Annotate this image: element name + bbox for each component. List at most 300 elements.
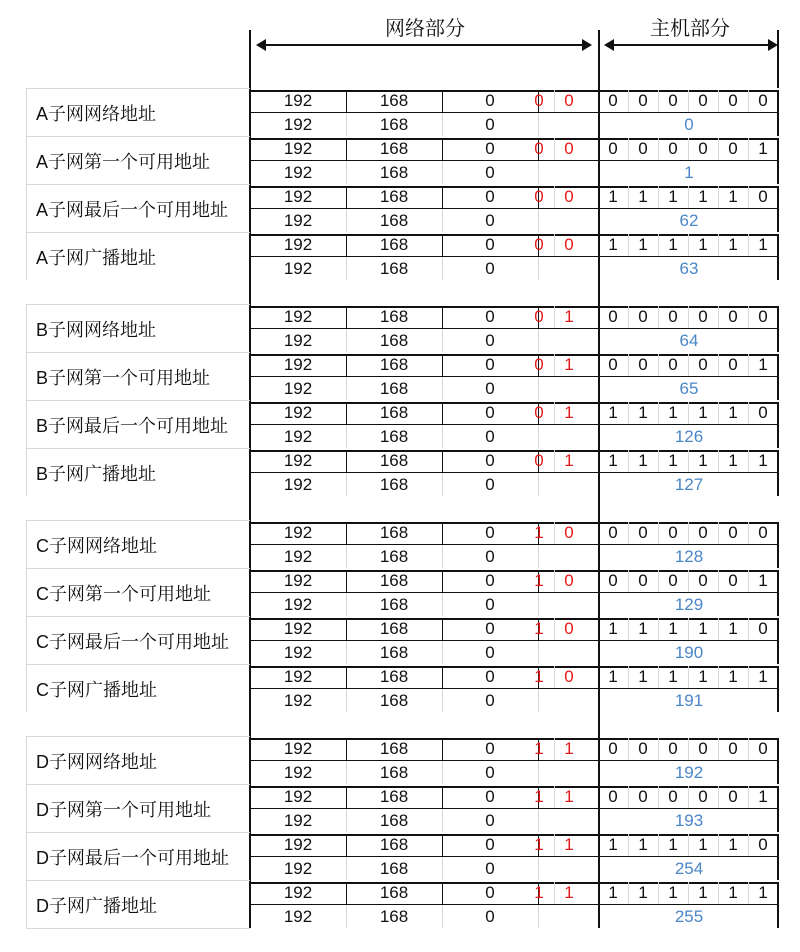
host-decimal-value: 254 (674, 859, 704, 878)
label-frame (26, 448, 27, 496)
bit-divider (748, 234, 749, 256)
bit-divider (554, 402, 555, 424)
octet-value: 168 (379, 403, 409, 422)
bit-divider (628, 618, 629, 640)
host-bit: 1 (728, 835, 738, 854)
octet-value: 168 (379, 211, 409, 230)
host-bit: 0 (698, 91, 708, 110)
host-bit: 0 (668, 571, 678, 590)
host-bit: 0 (608, 355, 618, 374)
bit-divider (688, 618, 689, 640)
bit-divider (554, 666, 555, 688)
octet-value: 168 (379, 259, 409, 278)
row-label: A子网广播地址 (26, 232, 250, 280)
bit-divider (554, 522, 555, 544)
octet-value: 192 (283, 187, 313, 206)
host-bit: 0 (668, 523, 678, 542)
host-bit: 1 (668, 667, 678, 686)
bit-divider (628, 450, 629, 472)
subnet-bit: 0 (534, 91, 544, 110)
decimal-row (250, 425, 778, 449)
octet-value: 192 (283, 115, 313, 134)
host-bit: 0 (728, 91, 738, 110)
bit-divider (748, 882, 749, 904)
host-bit: 1 (608, 883, 618, 902)
octet-value: 192 (283, 403, 313, 422)
host-bit: 1 (638, 187, 648, 206)
bit-divider (748, 90, 749, 112)
host-bit: 0 (638, 571, 648, 590)
octet-value: 192 (283, 763, 313, 782)
host-bit: 0 (668, 787, 678, 806)
bit-divider (628, 90, 629, 112)
bit-divider (554, 618, 555, 640)
bit-divider (658, 138, 659, 160)
label-frame (26, 136, 27, 184)
octet-value: 0 (485, 883, 495, 902)
subnet-bit: 0 (564, 91, 574, 110)
host-decimal-value: 64 (679, 331, 699, 350)
bit-divider (658, 186, 659, 208)
host-bit: 0 (668, 139, 678, 158)
bit-divider (718, 618, 719, 640)
bit-divider (658, 786, 659, 808)
bit-divider (688, 522, 689, 544)
octet-value: 168 (379, 163, 409, 182)
octet-value: 0 (485, 547, 495, 566)
host-bit: 0 (728, 355, 738, 374)
subnet-bit: 1 (564, 739, 574, 758)
subnet-bit: 0 (534, 187, 544, 206)
bit-divider (718, 234, 719, 256)
host-bit: 1 (698, 235, 708, 254)
octet-value: 168 (379, 427, 409, 446)
row-label: B子网最后一个可用地址 (26, 400, 250, 448)
bit-divider (658, 738, 659, 760)
bit-divider (658, 666, 659, 688)
binary-row (250, 305, 778, 329)
bit-divider (718, 570, 719, 592)
bit-divider (628, 522, 629, 544)
bit-divider (718, 834, 719, 856)
bit-divider (688, 354, 689, 376)
octet-value: 0 (485, 835, 495, 854)
octet-value: 168 (379, 739, 409, 758)
decimal-row (250, 161, 778, 185)
host-bit: 1 (668, 187, 678, 206)
octet-value: 0 (485, 355, 495, 374)
bit-divider (748, 402, 749, 424)
row-label: D子网广播地址 (26, 880, 250, 928)
bit-divider (688, 186, 689, 208)
bit-divider (554, 786, 555, 808)
host-bit: 1 (668, 619, 678, 638)
bit-divider (688, 786, 689, 808)
bit-divider (658, 354, 659, 376)
host-bit: 0 (698, 307, 708, 326)
host-bit: 0 (698, 139, 708, 158)
host-bit: 1 (668, 403, 678, 422)
host-bit: 1 (608, 235, 618, 254)
decimal-row (250, 545, 778, 569)
row-label: D子网网络地址 (26, 736, 250, 784)
octet-value: 168 (379, 91, 409, 110)
binary-row (250, 233, 778, 257)
label-frame (26, 664, 27, 712)
host-bit: 1 (608, 835, 618, 854)
bit-divider (688, 306, 689, 328)
octet-value: 168 (379, 643, 409, 662)
bit-divider (748, 522, 749, 544)
bit-divider (554, 186, 555, 208)
arrow-left-icon (256, 39, 266, 51)
bit-divider (554, 570, 555, 592)
host-bit: 0 (608, 307, 618, 326)
host-bit: 0 (638, 739, 648, 758)
bit-divider (658, 618, 659, 640)
decimal-row (250, 641, 778, 665)
octet-value: 168 (379, 115, 409, 134)
bit-divider (688, 834, 689, 856)
header-network-part: 网络部分 (385, 18, 465, 40)
host-bit: 0 (638, 91, 648, 110)
host-bit: 0 (698, 523, 708, 542)
octet-value: 192 (283, 835, 313, 854)
bit-divider (718, 522, 719, 544)
bit-divider (628, 570, 629, 592)
label-frame (26, 400, 27, 448)
host-decimal-value: 1 (684, 163, 694, 182)
subnet-bit: 1 (564, 835, 574, 854)
host-right-divider (777, 30, 779, 88)
row-label: A子网最后一个可用地址 (26, 184, 250, 232)
subnet-bit: 1 (564, 307, 574, 326)
octet-value: 168 (379, 859, 409, 878)
octet-value: 192 (283, 907, 313, 926)
subnet-bit: 0 (534, 355, 544, 374)
octet-value: 192 (283, 139, 313, 158)
row-label: C子网第一个可用地址 (26, 568, 250, 616)
octet-value: 168 (379, 235, 409, 254)
octet-value: 192 (283, 571, 313, 590)
octet-value: 168 (379, 619, 409, 638)
host-bit: 0 (728, 523, 738, 542)
row-label: B子网第一个可用地址 (26, 352, 250, 400)
host-decimal-value: 191 (674, 691, 704, 710)
octet-value: 0 (485, 139, 495, 158)
host-bit: 0 (698, 739, 708, 758)
row-label: C子网广播地址 (26, 664, 250, 712)
table-bottom-line (26, 928, 250, 929)
octet-value: 168 (379, 523, 409, 542)
octet-value: 0 (485, 115, 495, 134)
host-bit: 1 (728, 619, 738, 638)
octet-value: 0 (485, 763, 495, 782)
octet-value: 168 (379, 787, 409, 806)
subnet-bit: 0 (564, 187, 574, 206)
host-bit: 1 (758, 139, 768, 158)
octet-value: 168 (379, 451, 409, 470)
label-frame (26, 232, 27, 280)
host-decimal-value: 192 (674, 763, 704, 782)
bit-divider (748, 786, 749, 808)
octet-value: 0 (485, 667, 495, 686)
host-decimal-value: 129 (674, 595, 704, 614)
octet-value: 192 (283, 451, 313, 470)
subnet-bit: 1 (564, 355, 574, 374)
host-bit: 0 (758, 835, 768, 854)
bit-divider (718, 138, 719, 160)
host-bit: 0 (668, 355, 678, 374)
bit-divider (688, 450, 689, 472)
bit-divider (554, 738, 555, 760)
bit-divider (718, 738, 719, 760)
bit-divider (658, 90, 659, 112)
decimal-row (250, 593, 778, 617)
subnet-bit: 1 (534, 523, 544, 542)
bit-divider (628, 834, 629, 856)
subnet-bit: 1 (534, 619, 544, 638)
bit-divider (554, 834, 555, 856)
bit-divider (718, 186, 719, 208)
binary-row (250, 401, 778, 425)
host-bit: 0 (758, 307, 768, 326)
decimal-row (250, 257, 778, 281)
bit-divider (628, 138, 629, 160)
octet-value: 0 (485, 235, 495, 254)
octet-value: 192 (283, 595, 313, 614)
host-bit: 1 (758, 787, 768, 806)
binary-row (250, 569, 778, 593)
subnet-bit: 0 (534, 235, 544, 254)
host-bit: 0 (758, 523, 768, 542)
octet-value: 0 (485, 643, 495, 662)
octet-value: 168 (379, 187, 409, 206)
subnet-bit: 1 (564, 787, 574, 806)
bit-divider (554, 90, 555, 112)
octet-value: 192 (283, 307, 313, 326)
octet-value: 168 (379, 811, 409, 830)
subnet-bit: 1 (534, 787, 544, 806)
host-bit: 0 (728, 739, 738, 758)
host-bit: 0 (638, 139, 648, 158)
octet-value: 0 (485, 859, 495, 878)
arrow-left-icon (604, 39, 614, 51)
subnet-bit: 0 (534, 139, 544, 158)
octet-value: 192 (283, 379, 313, 398)
host-bit: 1 (698, 667, 708, 686)
host-bit: 1 (668, 451, 678, 470)
host-bit: 1 (668, 883, 678, 902)
binary-row (250, 137, 778, 161)
host-bit: 0 (668, 91, 678, 110)
binary-row (250, 185, 778, 209)
host-bit: 1 (728, 403, 738, 422)
octet-value: 0 (485, 475, 495, 494)
decimal-row (250, 113, 778, 137)
bit-divider (658, 882, 659, 904)
octet-value: 168 (379, 883, 409, 902)
octet-value: 168 (379, 595, 409, 614)
bit-divider (748, 354, 749, 376)
octet-value: 192 (283, 331, 313, 350)
bit-divider (748, 450, 749, 472)
host-bit: 0 (758, 739, 768, 758)
octet-value: 0 (485, 595, 495, 614)
octet-value: 192 (283, 235, 313, 254)
subnet-bit: 1 (564, 451, 574, 470)
octet-value: 192 (283, 475, 313, 494)
bit-divider (688, 882, 689, 904)
subnet-bit: 1 (564, 883, 574, 902)
octet-value: 168 (379, 139, 409, 158)
octet-value: 192 (283, 547, 313, 566)
row-label: A子网网络地址 (26, 88, 250, 136)
host-bit: 0 (608, 523, 618, 542)
binary-row (250, 737, 778, 761)
bit-divider (688, 90, 689, 112)
octet-value: 0 (485, 163, 495, 182)
octet-value: 0 (485, 523, 495, 542)
subnet-bit: 0 (534, 307, 544, 326)
bit-divider (628, 186, 629, 208)
bit-divider (554, 234, 555, 256)
octet-value: 168 (379, 331, 409, 350)
host-bit: 0 (728, 307, 738, 326)
bit-divider (628, 738, 629, 760)
decimal-row (250, 689, 778, 713)
decimal-row (250, 329, 778, 353)
host-bit: 0 (638, 787, 648, 806)
host-bit: 1 (698, 619, 708, 638)
subnet-bit: 0 (564, 667, 574, 686)
bit-divider (658, 450, 659, 472)
row-label: B子网网络地址 (26, 304, 250, 352)
label-frame (26, 832, 27, 880)
octet-value: 168 (379, 907, 409, 926)
host-bit: 1 (608, 451, 618, 470)
octet-value: 168 (379, 763, 409, 782)
subnet-bit: 0 (564, 523, 574, 542)
host-bit: 1 (638, 403, 648, 422)
bit-divider (628, 402, 629, 424)
bit-divider (718, 786, 719, 808)
binary-row (250, 353, 778, 377)
host-bit: 0 (758, 91, 768, 110)
binary-row (250, 89, 778, 113)
host-bit: 0 (758, 619, 768, 638)
label-frame (26, 784, 27, 832)
label-frame (26, 304, 27, 352)
label-frame (26, 184, 27, 232)
bit-divider (688, 138, 689, 160)
binary-row (250, 881, 778, 905)
octet-value: 0 (485, 907, 495, 926)
host-bit: 1 (698, 883, 708, 902)
octet-value: 192 (283, 643, 313, 662)
label-frame (26, 736, 27, 784)
octet-value: 192 (283, 91, 313, 110)
bit-divider (688, 234, 689, 256)
host-bit: 1 (758, 667, 768, 686)
host-bit: 0 (728, 571, 738, 590)
row-label: A子网第一个可用地址 (26, 136, 250, 184)
subnet-bit: 1 (534, 571, 544, 590)
subnet-bit: 0 (534, 451, 544, 470)
bit-divider (718, 882, 719, 904)
host-decimal-value: 65 (679, 379, 699, 398)
octet-value: 192 (283, 427, 313, 446)
host-bit: 1 (608, 667, 618, 686)
subnet-bit: 0 (564, 139, 574, 158)
host-bit: 1 (728, 187, 738, 206)
bit-divider (748, 186, 749, 208)
host-bit: 0 (608, 91, 618, 110)
host-bit: 1 (668, 835, 678, 854)
host-bit: 1 (728, 235, 738, 254)
label-frame (26, 616, 27, 664)
host-bit: 1 (698, 187, 708, 206)
host-bit: 1 (758, 451, 768, 470)
octet-value: 192 (283, 691, 313, 710)
octet-value: 0 (485, 91, 495, 110)
host-bit: 0 (638, 523, 648, 542)
header-host-part: 主机部分 (650, 18, 730, 40)
binary-row (250, 785, 778, 809)
bit-divider (688, 402, 689, 424)
host-bit: 1 (608, 619, 618, 638)
bit-divider (658, 402, 659, 424)
host-decimal-value: 62 (679, 211, 699, 230)
decimal-row (250, 905, 778, 929)
host-bit: 0 (668, 307, 678, 326)
bit-divider (628, 882, 629, 904)
octet-value: 168 (379, 547, 409, 566)
octet-value: 192 (283, 667, 313, 686)
octet-value: 0 (485, 787, 495, 806)
host-bit: 0 (758, 403, 768, 422)
label-frame (26, 520, 27, 568)
host-bit: 0 (638, 355, 648, 374)
octet-value: 192 (283, 859, 313, 878)
bit-divider (688, 666, 689, 688)
binary-row (250, 449, 778, 473)
host-bit: 0 (728, 787, 738, 806)
host-part-arrow (606, 44, 776, 46)
host-bit: 1 (698, 835, 708, 854)
subnet-bit: 0 (564, 235, 574, 254)
decimal-row (250, 473, 778, 497)
octet-value: 0 (485, 619, 495, 638)
bit-divider (554, 306, 555, 328)
binary-row (250, 521, 778, 545)
host-decimal-value: 126 (674, 427, 704, 446)
bit-divider (658, 306, 659, 328)
bit-divider (688, 570, 689, 592)
octet-value: 168 (379, 691, 409, 710)
bit-divider (718, 306, 719, 328)
bit-divider (554, 138, 555, 160)
decimal-row (250, 377, 778, 401)
octet-value: 0 (485, 451, 495, 470)
host-decimal-value: 127 (674, 475, 704, 494)
octet-value: 0 (485, 691, 495, 710)
bit-divider (554, 450, 555, 472)
bit-divider (628, 666, 629, 688)
binary-row (250, 665, 778, 689)
bit-divider (748, 666, 749, 688)
label-frame (26, 880, 27, 928)
